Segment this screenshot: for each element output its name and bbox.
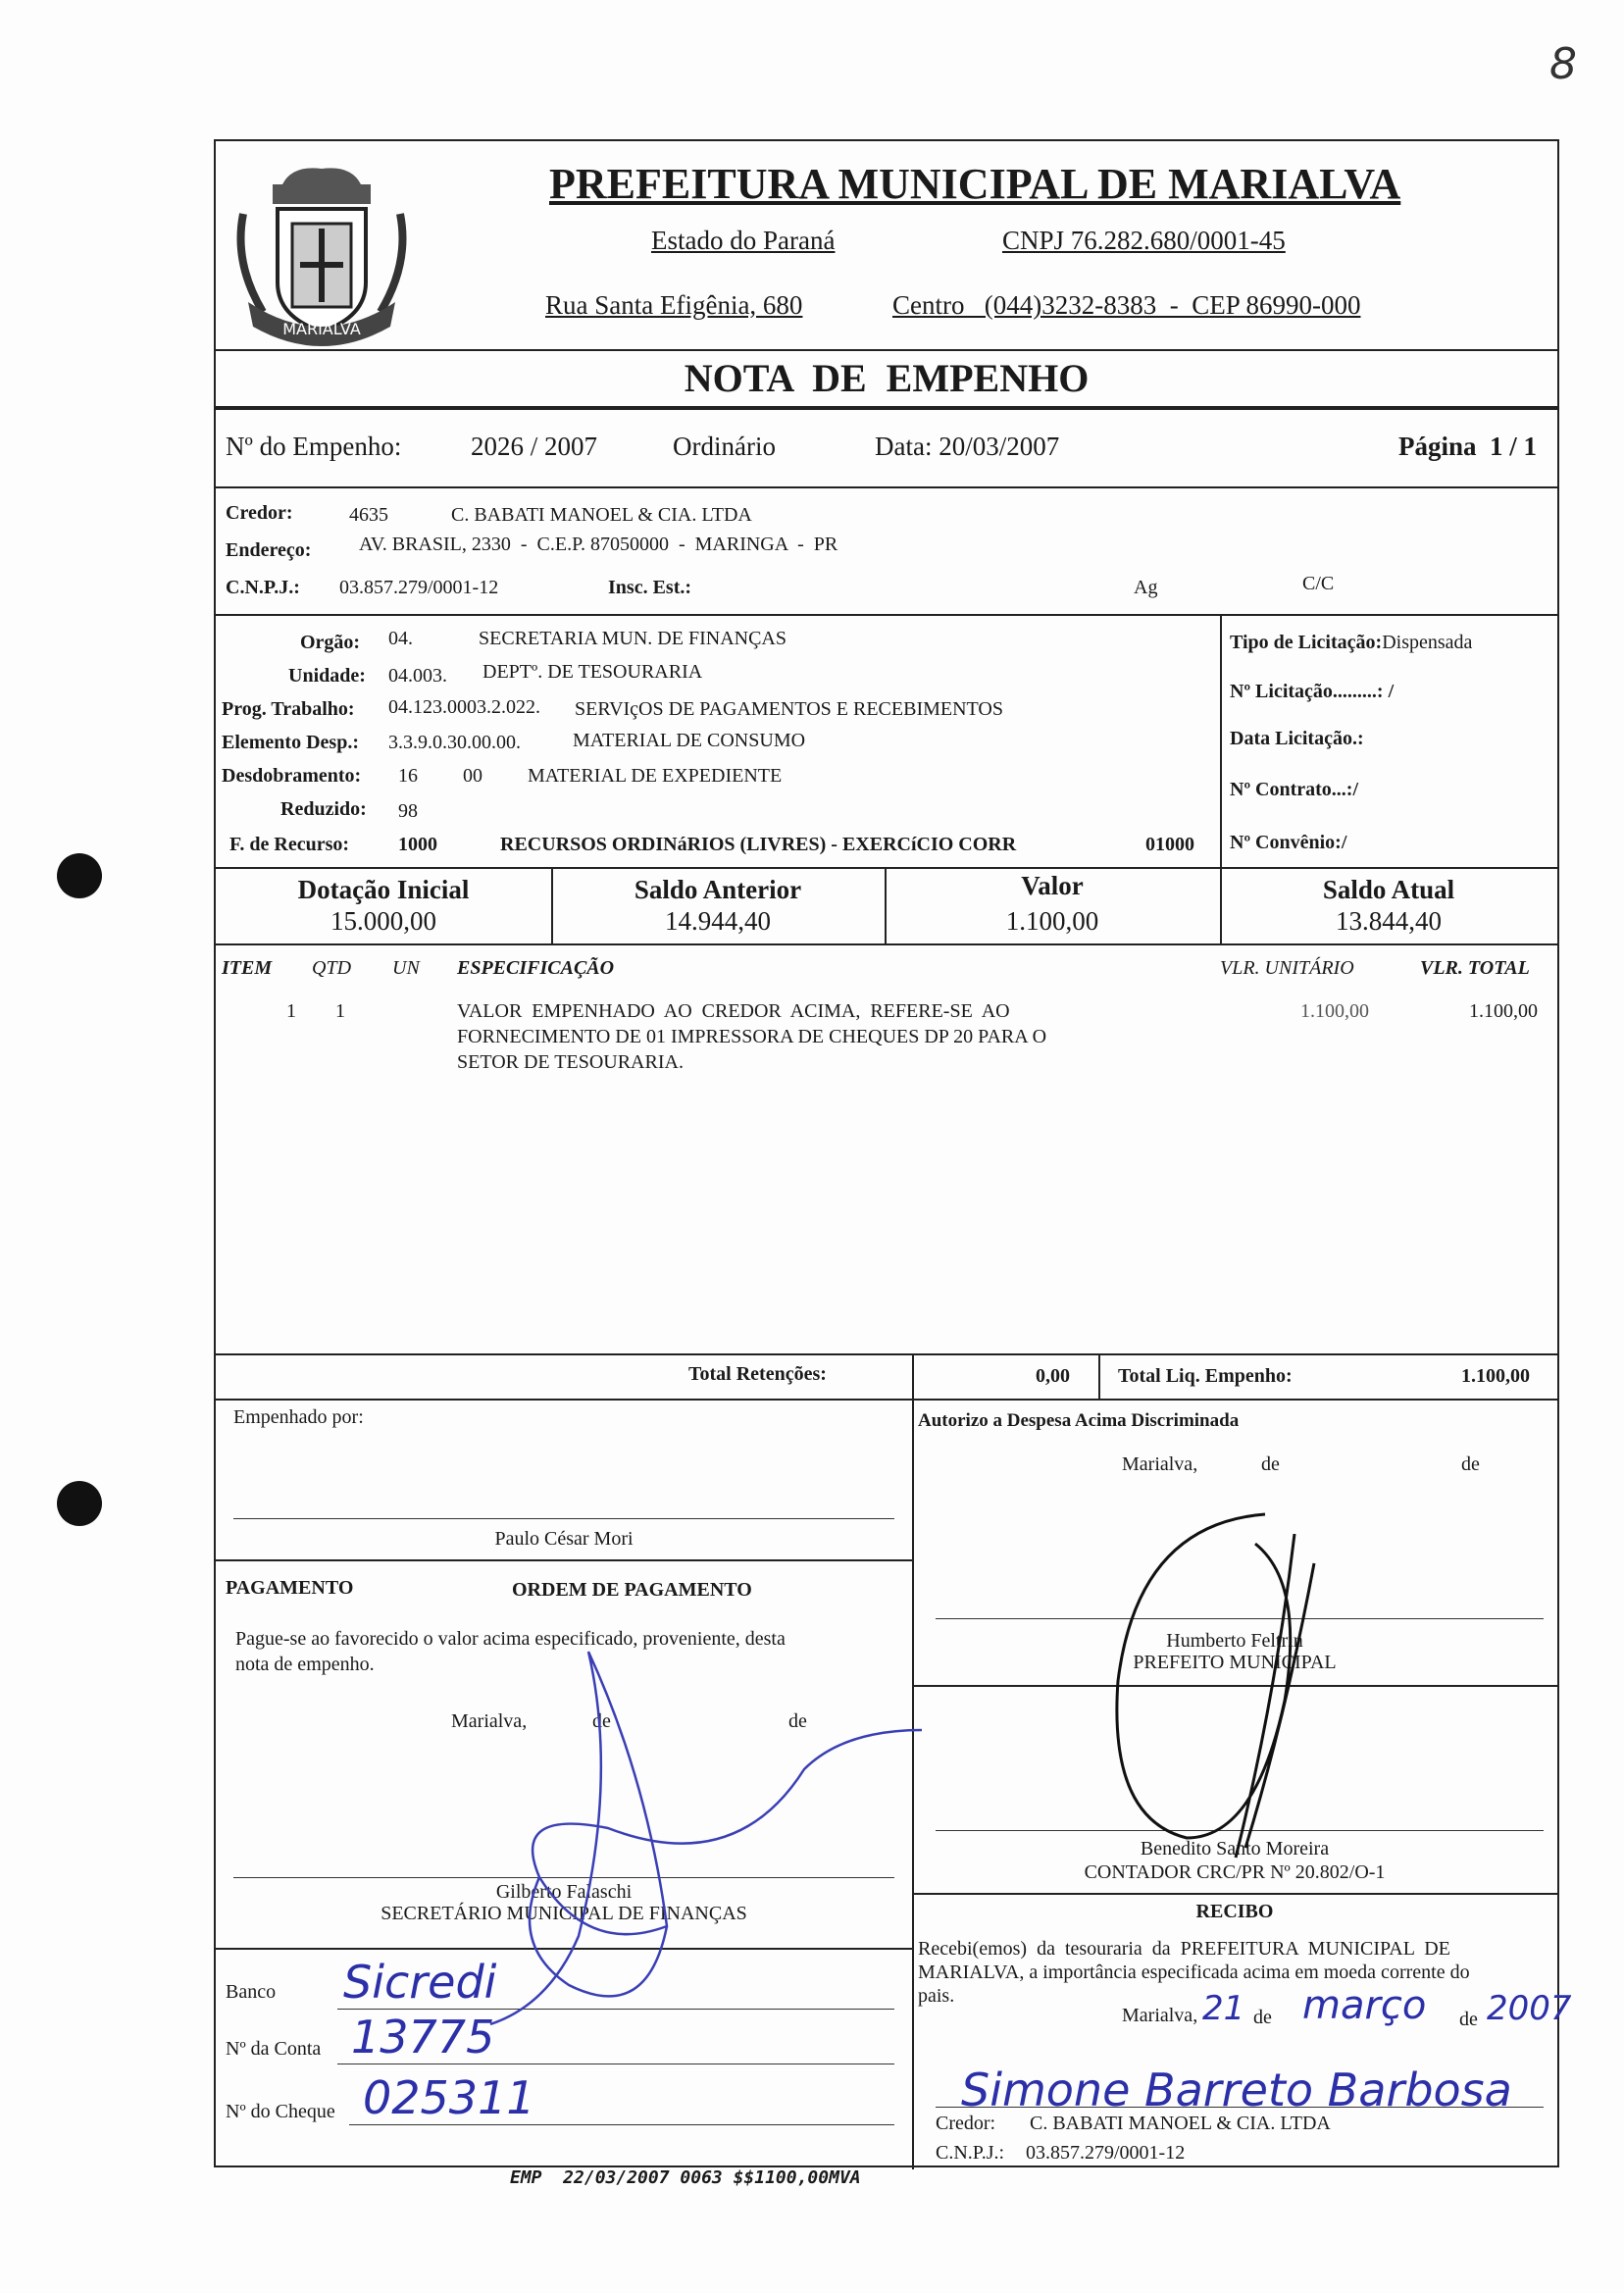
orgao-label: Orgão:: [300, 632, 361, 653]
saldo-anterior-value: 14.944,40: [665, 906, 771, 936]
elem-name: MATERIAL DE CONSUMO: [573, 730, 806, 751]
empenho-date: Data: 20/03/2007: [875, 432, 1060, 461]
credor-name: C. BABATI MANOEL & CIA. LTDA: [451, 504, 752, 526]
empenhado-label: Empenhado por:: [233, 1406, 364, 1428]
desd-code1: 16: [398, 765, 418, 787]
insc-label: Insc. Est.:: [608, 577, 692, 598]
recibo-cnpj-label: C.N.P.J.:: [936, 2142, 1005, 2164]
col-spec: ESPECIFICAÇÃO: [457, 957, 615, 979]
pagamento-de-1: de: [592, 1710, 611, 1732]
autorizo-place: Marialva,: [1122, 1453, 1198, 1475]
conta-value: 13775: [351, 2011, 495, 2064]
recibo-title: RECIBO: [1195, 1901, 1274, 1922]
ag-label: Ag: [1134, 577, 1158, 598]
pagamento-de-2: de: [788, 1710, 807, 1732]
recibo-de-1: de: [1253, 2007, 1272, 2028]
item-spec-line-2: FORNECIMENTO DE 01 IMPRESSORA DE CHEQUES DP 20 PARA O: [457, 1026, 1047, 1047]
accountant-name: Benedito Santo Moreira: [1140, 1838, 1330, 1860]
orgao-code: 04.: [388, 628, 413, 649]
conta-label: Nº da Conta: [226, 2038, 322, 2060]
liq-empenho-value: 1.100,00: [1461, 1365, 1530, 1387]
header-state: Estado do Paraná: [651, 226, 836, 255]
pagamento-label: PAGAMENTO: [226, 1577, 354, 1599]
orgao-name: SECRETARIA MUN. DE FINANÇAS: [479, 628, 787, 649]
recibo-cnpj-value: 03.857.279/0001-12: [1026, 2142, 1186, 2164]
desd-label: Desdobramento:: [222, 765, 362, 787]
dotacao-inicial-value: 15.000,00: [330, 906, 436, 936]
empenho-number: 2026 / 2007: [471, 432, 598, 461]
recibo-de-2: de: [1459, 2009, 1478, 2030]
col-item: ITEM: [222, 957, 273, 979]
liq-empenho-label: Total Liq. Empenho:: [1118, 1365, 1293, 1387]
retencoes-label: Total Retenções:: [688, 1363, 827, 1385]
header-cnpj: CNPJ 76.282.680/0001-45: [1002, 226, 1286, 255]
tipo-licitacao-key: Tipo de Licitação:: [1230, 632, 1383, 653]
page-title: PREFEITURA MUNICIPAL DE MARIALVA: [549, 160, 1401, 208]
endereco-value: AV. BRASIL, 2330 - C.E.P. 87050000 - MARINGA - PR: [359, 534, 838, 555]
unidade-name: DEPTº. DE TESOURARIA: [482, 661, 703, 683]
bottom-stamp: EMP 22/03/2007 0063 $$1100,00MVA: [510, 2167, 861, 2188]
credor-code: 4635: [349, 504, 388, 526]
recibo-day: 21: [1202, 1989, 1245, 2028]
saldo-atual-value: 13.844,40: [1336, 906, 1442, 936]
data-licitacao: Data Licitação.:: [1230, 728, 1364, 749]
item-total-value: 1.100,00: [1469, 1000, 1538, 1022]
num-contrato: Nº Contrato...:/: [1230, 779, 1359, 800]
desd-name: MATERIAL DE EXPEDIENTE: [528, 765, 783, 787]
recibo-credor-value: C. BABATI MANOEL & CIA. LTDA: [1030, 2113, 1331, 2134]
accountant-title: CONTADOR CRC/PR Nº 20.802/O-1: [1084, 1861, 1386, 1883]
fonte-code2: 01000: [1145, 834, 1194, 855]
banco-label: Banco: [226, 1981, 277, 2003]
page-number: Página 1 / 1: [1398, 432, 1538, 461]
recibo-signature: Simone Barreto Barbosa: [961, 2064, 1512, 2116]
header-address: Rua Santa Efigênia, 680: [545, 290, 803, 320]
num-convenio: Nº Convênio:/: [1230, 832, 1347, 853]
desd-code2: 00: [463, 765, 482, 787]
col-total: VLR. TOTAL: [1420, 957, 1530, 979]
recibo-year: 2007: [1487, 1989, 1572, 2028]
mayor-name: Humberto Feltrin: [1166, 1630, 1303, 1652]
reduzido-label: Reduzido:: [280, 798, 367, 820]
item-spec-line-3: SETOR DE TESOURARIA.: [457, 1051, 684, 1073]
col-qtd: QTD: [312, 957, 352, 979]
header-contact: Centro (044)3232-8383 - CEP 86990-000: [892, 290, 1361, 320]
secretary-title: SECRETÁRIO MUNICIPAL DE FINANÇAS: [381, 1903, 747, 1924]
nota-empenho-form: [214, 139, 1572, 2167]
recibo-place: Marialva,: [1122, 2005, 1198, 2026]
saldo-atual-label: Saldo Atual: [1322, 875, 1455, 904]
fonte-code: 1000: [398, 834, 437, 855]
pagamento-text-2: nota de empenho.: [235, 1654, 375, 1675]
cnpj-label: C.N.P.J.:: [226, 577, 300, 598]
seal-text: MARIALVA: [282, 320, 361, 338]
banco-value: Sicredi: [343, 1956, 497, 2009]
autorizo-de-1: de: [1261, 1453, 1280, 1475]
prog-code: 04.123.0003.2.022.: [388, 696, 540, 718]
recibo-text-2: MARIALVA, a importância especificada acima em moeda corrente do: [918, 1962, 1470, 1983]
fonte-label: F. de Recurso:: [229, 834, 350, 855]
signature-scribble-secretary: [294, 1632, 941, 2044]
dotacao-inicial-label: Dotação Inicial: [297, 875, 470, 904]
prog-label: Prog. Trabalho:: [222, 698, 355, 720]
unidade-code: 04.003.: [388, 665, 447, 687]
item-qtd: 1: [335, 1000, 345, 1022]
valor-value: 1.100,00: [1005, 906, 1099, 936]
signature-scribble-mayor: [1098, 1504, 1412, 1956]
valor-label: Valor: [1021, 871, 1084, 900]
cheque-label: Nº do Cheque: [226, 2101, 335, 2122]
saldo-anterior-label: Saldo Anterior: [634, 875, 802, 904]
reduzido-value: 98: [398, 800, 418, 822]
tipo-licitacao-value: Dispensada: [1382, 632, 1473, 653]
pagamento-text-1: Pague-se ao favorecido o valor acima especificado, proveniente, desta: [235, 1628, 786, 1650]
recibo-month: março: [1302, 1983, 1427, 2028]
retencoes-value: 0,00: [1036, 1365, 1070, 1387]
col-un: UN: [392, 957, 420, 979]
recibo-credor-label: Credor:: [936, 2113, 996, 2134]
elem-code: 3.3.9.0.30.00.00.: [388, 732, 521, 753]
autorizo-label: Autorizo a Despesa Acima Discriminada: [918, 1410, 1240, 1431]
punch-hole-top: [57, 853, 102, 898]
cc-label: C/C: [1302, 573, 1335, 594]
elem-label: Elemento Desp.:: [222, 732, 359, 753]
unidade-label: Unidade:: [288, 665, 366, 687]
empenho-type: Ordinário: [673, 432, 776, 461]
autorizo-de-2: de: [1461, 1453, 1480, 1475]
cheque-value: 025311: [363, 2071, 535, 2124]
ordem-pagamento-title: ORDEM DE PAGAMENTO: [512, 1579, 752, 1601]
endereco-label: Endereço:: [226, 539, 312, 561]
mayor-title: PREFEITO MUNICIPAL: [1133, 1652, 1337, 1673]
item-spec-line-1: VALOR EMPENHADO AO CREDOR ACIMA, REFERE-SE AO: [457, 1000, 1010, 1022]
pagamento-place: Marialva,: [451, 1710, 528, 1732]
fonte-name: RECURSOS ORDINáRIOS (LIVRES) - EXERCíCIO CORR: [500, 834, 1017, 855]
empenho-label: Nº do Empenho:: [226, 432, 402, 461]
item-number: 1: [286, 1000, 296, 1022]
document-title: NOTA DE EMPENHO: [684, 356, 1090, 400]
tipo-licitacao-label: [1230, 632, 1472, 654]
secretary-name: Gilberto Falaschi: [495, 1881, 633, 1903]
recibo-text-1: Recebi(emos) da tesouraria da PREFEITURA MUNICIPAL DE: [918, 1938, 1450, 1960]
cnpj-value: 03.857.279/0001-12: [339, 577, 499, 598]
punch-hole-bottom: [57, 1481, 102, 1526]
corner-mark: 8: [1549, 39, 1577, 89]
credor-label: Credor:: [226, 502, 293, 524]
municipal-seal-icon: [224, 155, 420, 351]
prog-name: SERVIçOS DE PAGAMENTOS E RECEBIMENTOS: [575, 698, 1003, 720]
item-unit-value: 1.100,00: [1300, 1000, 1369, 1022]
empenhado-name: Paulo César Mori: [494, 1528, 634, 1550]
recibo-text-3: pais.: [918, 1985, 955, 2007]
num-licitacao: Nº Licitação.........: /: [1230, 681, 1395, 702]
col-unit: VLR. UNITÁRIO: [1220, 957, 1354, 979]
